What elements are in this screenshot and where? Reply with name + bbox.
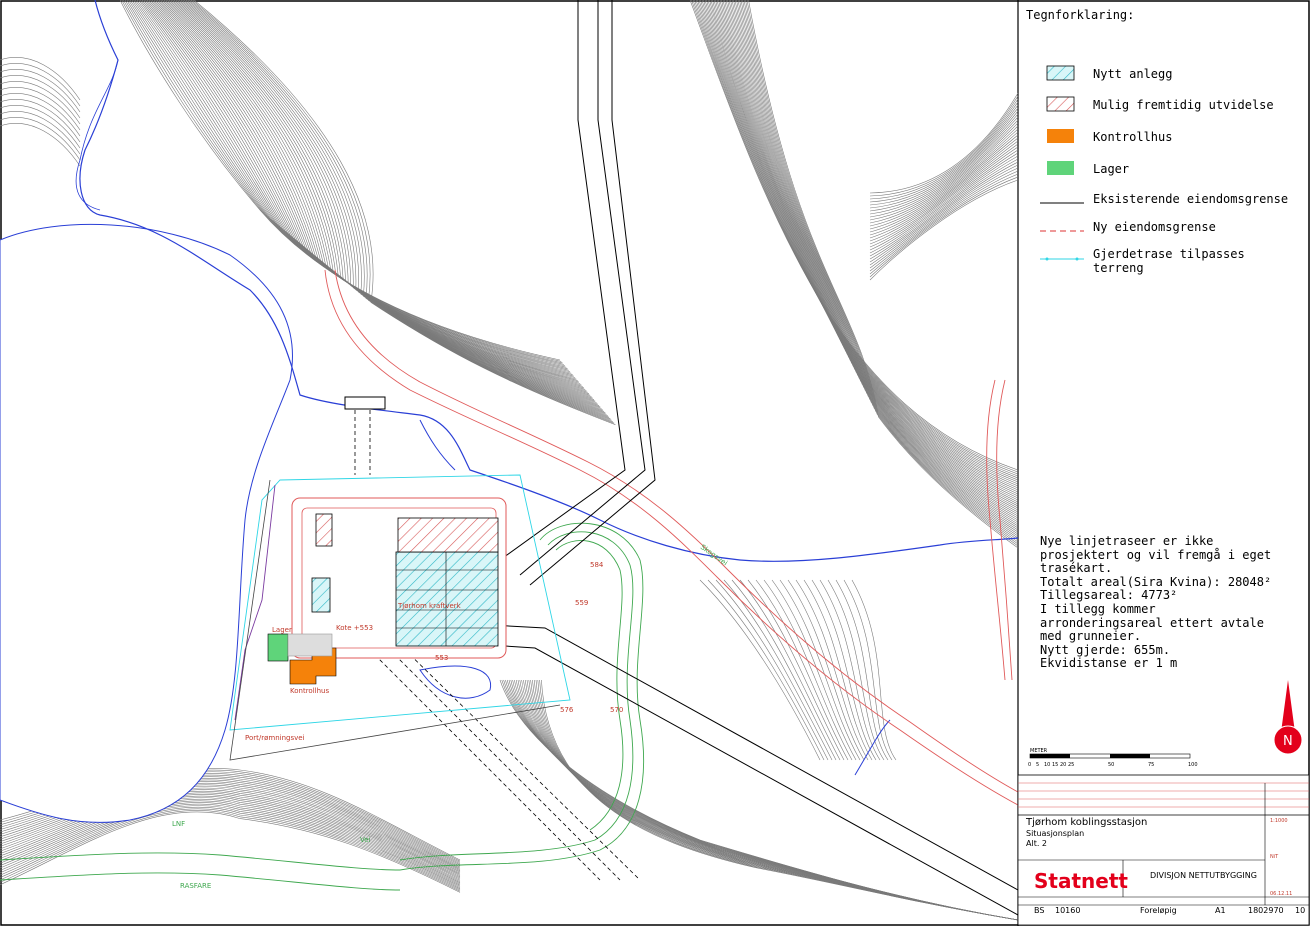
area-note [1040,534,1271,670]
map-label-576: 576 [560,706,574,714]
map-label-584: 584 [590,561,604,569]
scale-tick-label: 50 [1108,762,1115,768]
note-line: trasékart. [1040,561,1113,575]
note-line: arronderingsareal ettert avtale [1040,616,1264,630]
legend-swatch-lager [1047,161,1074,175]
tb-field: 10160 [1055,906,1081,915]
future-extension [398,518,498,552]
note-line: Ekvidistanse er 1 m [1040,656,1178,670]
map-label-559: 559 [575,599,589,607]
legend-swatch-new [1047,66,1074,80]
tb-division: DIVISJON NETTUTBYGGING [1150,871,1257,880]
map-label-kote: Kote +553 [336,624,374,632]
scale-bar [1028,748,1198,768]
note-line: prosjektert og vil fremgå i eget [1040,548,1272,562]
map-label-vei: Vei [360,836,371,844]
title-block [1018,775,1309,925]
scale-tick-label: 15 [1052,762,1059,768]
map-label-lager: Lager [272,626,292,634]
legend-label-new-boundary: Ny eiendomsgrense [1093,220,1216,234]
tb-field: BS [1034,906,1045,915]
note-line: Tillegsareal: 4773² [1040,588,1178,602]
tb-field: A1 [1215,906,1226,915]
scale-tick-label: 0 [1028,762,1032,768]
north-arrow-icon [1274,680,1302,754]
scale-tick-label: 20 [1060,762,1067,768]
legend-label-kontrollhus: Kontrollhus [1093,130,1173,144]
legend-label-lager: Lager [1093,162,1130,176]
map-label-lnf: LNF [172,820,186,828]
tb-date: 06.12.11 [1270,891,1293,897]
map-label-553: 553 [435,654,449,662]
svg-text:N: N [1283,734,1293,749]
tb-drawn: NiT [1270,854,1279,860]
note-line: Totalt areal(Sira Kvina): 28048² [1040,575,1272,589]
map-label-rasfare: RASFARE [180,882,212,890]
legend-label-future: Mulig fremtidig utvidelse [1093,98,1274,112]
scale-tick-label: 100 [1188,762,1198,768]
scale-tick-label: 75 [1148,762,1155,768]
note-line: Nye linjetraseer er ikke [1040,534,1214,548]
legend-title: Tegnforklaring: [1026,8,1135,22]
new-facility [396,552,498,646]
tb-sub1: Situasjonsplan [1026,829,1085,838]
map-label-570: 570 [610,706,624,714]
map-label-skogsvei: Skogsvei [698,543,729,568]
map-label-kraftverk: Tjørhom kraftverk [398,602,461,610]
scale-tick-label: 5 [1036,762,1040,768]
lager-building [268,634,288,661]
tb-project: Tjørhom koblingsstasjon [1026,817,1148,828]
tb-field: 1802970 [1248,906,1284,915]
note-line: I tillegg kommer [1040,602,1156,616]
legend-label-new: Nytt anlegg [1093,67,1173,81]
map-label-romningsvei: Port/rømningsvei [245,734,305,742]
tb-brand: Statnett [1034,869,1128,893]
legend-label-existing-boundary: Eksisterende eiendomsgrense [1093,192,1289,206]
note-line: Nytt gjerde: 655m. [1040,643,1171,657]
scale-tick-label: 10 [1044,762,1051,768]
lake [0,224,293,822]
legend-swatch-kontrollhus [1047,129,1074,143]
tb-field: Foreløpig [1140,906,1177,915]
map-label-kontrollhus: Kontrollhus [290,687,330,695]
legend-swatch-future [1047,97,1074,111]
tb-field: 10 [1295,906,1306,915]
scale-tick-label: 25 [1068,762,1075,768]
tb-scale: 1:1000 [1270,818,1288,824]
legend-label-fence-2: terreng [1093,261,1144,275]
tb-sub2: Alt. 2 [1026,839,1048,848]
scale-label: METER [1030,748,1048,754]
legend-label-fence: Gjerdetrase tilpasses [1093,247,1245,261]
note-line: med grunneier. [1040,629,1142,643]
